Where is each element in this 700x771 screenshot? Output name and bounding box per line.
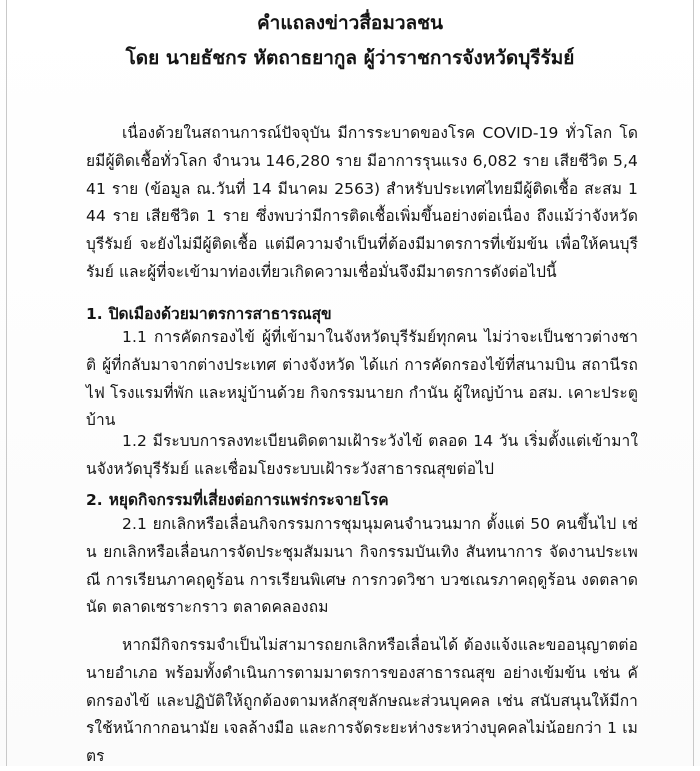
section-2-paragraph-1: 2.1 ยกเลิกหรือเลื่อนกิจกรรมการชุมนุมคนจำนวนมาก ตั้งแต่ 50 คนขึ้นไป เช่น ยกเลิกหรือเลื่อนการจัดประชุมสัมมนา กิจกรรมบันเทิง สันทนาการ จัดงานประเพณี การเรียนภาคฤดูร้อน การเรียนพิเศษ การกวดวิชา บวชเณรภาคฤดูร้อน งดตลาดนัด ตลาดเซราะกราว ตลาดคลองถม bbox=[86, 515, 638, 617]
section-heading-1 bbox=[86, 301, 332, 326]
document-title: คำแถลงข่าวสื่อมวลชน bbox=[256, 12, 444, 34]
section-1-paragraph-2: 1.2 มีระบบการลงทะเบียนติดตามเฝ้าระวังไข้ ตลอด 14 วัน เริ่มตั้งแต่เข้ามาในจังหวัดบุรีรัมย์ และเชื่อมโยงระบบเฝ้าระวังสาธารณสุขต่อไป bbox=[86, 432, 638, 478]
closing-paragraph: หากมีกิจกรรมจำเป็นไม่สามารถยกเลิกหรือเลื่อนได้ ต้องแจ้งและขออนุญาตต่อนายอำเภอ พร้อมทั้งดำเนินการตามมาตรการของสาธารณสุข อย่างเข้มข้น เช่น คัดกรองไข้ และปฏิบัติให้ถูกต้องตามหลักสุขลักษณะส่วนบุคคล เช่น สนับสนุนให้มีการใช้หน้ากากอนามัย เจลล้างมือ และการจัดระยะห่างระหว่างบุคคลไม่น้อยกว่า 1 เมตร bbox=[86, 636, 638, 766]
page-border-right bbox=[693, 0, 694, 766]
intro-paragraph: เนื่องด้วยในสถานการณ์ปัจจุบัน มีการระบาดของโรค COVID-19 ทั่วโลก โดยมีผู้ติดเชื้อทั่วโลก จำนวน 146,280 ราย มีอาการรุนแรง 6,082 ราย เสียชีวิต 5,441 ราย (ข้อมูล ณ.วันที่ 14 มีนาคม 2563) สำหรับประเทศไทยมีผู้ติดเชื้อ สะสม 144 ราย เสียชีวิต 1 ราย ซึ่งพบว่ามีการติดเชื้อเพิ่มขึ้นอย่างต่อเนื่อง ถึงแม้ว่าจังหวัดบุรีรัมย์ จะยังไม่มีผู้ติดเชื้อ แต่มีความจำเป็นที่ต้องมีมาตรการที่เข้มข้น เพื่อให้คนบุรีรัมย์ และผู้ที่จะเข้ามาท่องเที่ยวเกิดความเชื่อมั่นจึงมีมาตรการดังต่อไปนี้ bbox=[86, 124, 638, 281]
section-1-paragraph-1: 1.1 การคัดกรองไข้ ผู้ที่เข้ามาในจังหวัดบุรีรัมย์ทุกคน ไม่ว่าจะเป็นชาวต่างชาติ ผู้ที่กลับมาจากต่างประเทศ ต่างจังหวัด ได้แก่ การคัดกรองไข้ที่สนามบิน สถานีรถไฟ โรงแรมที่พัก และหมู่บ้านด้วย กิจกรรมนายก กำนัน ผู้ใหญ่บ้าน อสม. เคาะประตูบ้าน bbox=[86, 328, 638, 430]
document-subtitle: โดย นายธัชกร หัตถาธยากูล ผู้ว่าราชการจังหวัดบุรีรัมย์ bbox=[125, 47, 575, 69]
section-heading-2 bbox=[86, 487, 389, 512]
section-title-1: ปิดเมืองด้วยมาตรการสาธารณสุข bbox=[108, 305, 332, 323]
section-title-2: หยุดกิจกรรมที่เสี่ยงต่อการแพร่กระจายโรค bbox=[108, 491, 389, 509]
page-border-left bbox=[6, 0, 7, 766]
section-number-2: 2. bbox=[86, 491, 103, 509]
section-number-1: 1. bbox=[86, 305, 103, 323]
